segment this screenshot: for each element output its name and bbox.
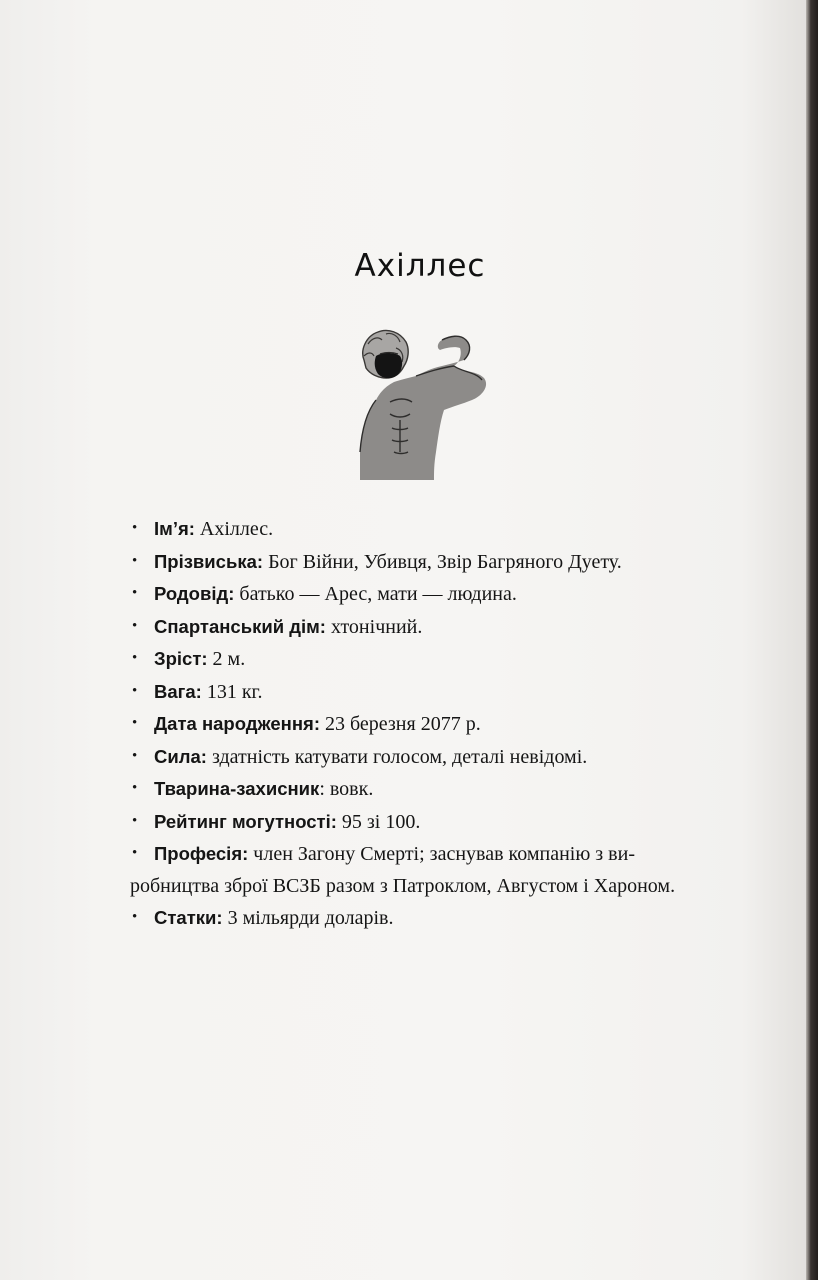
entry-key: Тварина-захисник xyxy=(154,778,320,799)
entry-key: Ім’я: xyxy=(154,518,195,539)
entry-key: Статки: xyxy=(154,907,223,928)
entry-key: Прізвиська: xyxy=(154,550,264,572)
entry-value: член Загону Смерті; заснував компанію з ви- xyxy=(248,843,635,865)
book-spine-edge xyxy=(806,0,818,1280)
entry-key: Зріст: xyxy=(154,648,208,669)
entry-key: Вага: xyxy=(154,680,202,702)
list-item-guardian-animal xyxy=(130,773,770,806)
list-item-height xyxy=(130,643,770,676)
bullet: • xyxy=(132,520,138,536)
list-item-power xyxy=(130,741,770,774)
entry-key: Спартанський дім: xyxy=(154,615,326,637)
entry-key: Рейтинг могутності: xyxy=(154,810,337,832)
entry-value: батько — Арес, мати — людина. xyxy=(234,583,517,605)
page-title: Ахіллес xyxy=(354,248,486,284)
bullet: • xyxy=(132,909,138,925)
entry-value: здатність катувати голосом, деталі невідомі. xyxy=(206,745,588,768)
list-item-lineage xyxy=(130,578,770,611)
bullet: • xyxy=(132,585,138,601)
entry-value: 3 мільярди доларів. xyxy=(222,907,394,929)
entry-key: Сила: xyxy=(154,745,207,767)
entry-value: 131 кг. xyxy=(201,680,263,703)
list-item-profession xyxy=(130,838,758,902)
bullet: • xyxy=(132,715,138,731)
entry-value-continuation: робництва зброї ВСЗБ разом з Патроклом, Августом і Хароном. xyxy=(130,874,676,897)
bullet: • xyxy=(132,682,138,699)
list-item-wealth xyxy=(130,902,770,935)
list-item-nicknames xyxy=(130,546,770,579)
bullet: • xyxy=(132,812,138,829)
entry-value: 2 м. xyxy=(207,648,246,670)
bullet: • xyxy=(132,650,138,666)
entry-value: 95 зі 100. xyxy=(336,810,421,833)
bullet: • xyxy=(132,747,138,764)
entry-key: Дата народження: xyxy=(154,713,320,734)
entry-value: Ахіллес. xyxy=(194,518,274,540)
list-item-name xyxy=(130,513,770,546)
list-item-spartan-house xyxy=(130,611,770,644)
entry-key: Професія: xyxy=(154,843,249,864)
entry-value: : вовк. xyxy=(319,778,374,800)
masked-flexing-figure-illustration xyxy=(350,322,492,480)
entry-value: 23 березня 2077 р. xyxy=(320,713,481,735)
entry-value: Бог Війни, Убивця, Звір Багряного Дуету. xyxy=(263,550,622,573)
character-profile-list xyxy=(130,513,770,935)
bullet: • xyxy=(132,780,138,796)
entry-key: Родовід: xyxy=(154,583,235,604)
bullet: • xyxy=(132,552,138,569)
bullet: • xyxy=(132,845,138,861)
list-item-power-rating xyxy=(130,806,770,839)
list-item-birth-date xyxy=(130,708,770,741)
entry-value: хтонічний. xyxy=(325,615,423,638)
bullet: • xyxy=(132,617,138,634)
list-item-weight xyxy=(130,676,770,709)
